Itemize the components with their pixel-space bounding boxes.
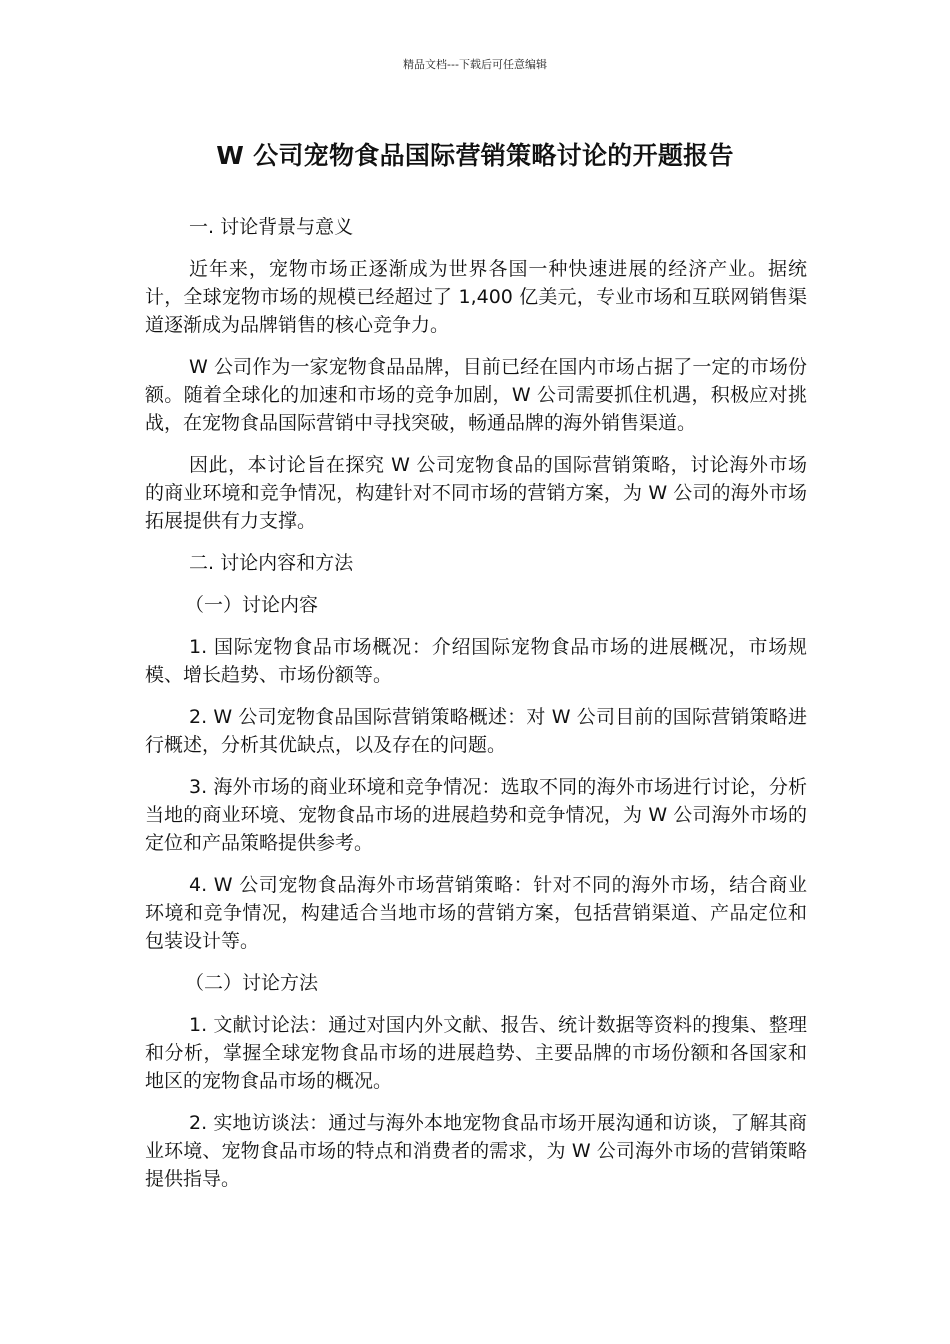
document-body [145,213,807,1207]
paragraph: W 公司作为一家宠物食品品牌，目前已经在国内市场占据了一定的市场份额。随着全球化的加速和市场的竞争加剧，W 公司需要抓住机遇，积极应对挑战，在宠物食品国际营销中寻找突破，畅通品牌的海外销售渠道。 [145,356,807,434]
list-item: 1. 文献讨论法：通过对国内外文献、报告、统计数据等资料的搜集、整理和分析，掌握全球宠物食品市场的进展趋势、主要品牌的市场份额和各国家和地区的宠物食品市场的概况。 [145,1014,807,1092]
paragraph: 因此，本讨论旨在探究 W 公司宠物食品的国际营销策略，讨论海外市场的商业环境和竞争情况，构建针对不同市场的营销方案，为 W 公司的海外市场拓展提供有力支撑。 [145,454,807,532]
list-item: 4. W 公司宠物食品海外市场营销策略：针对不同的海外市场，结合商业环境和竞争情况，构建适合当地市场的营销方案，包括营销渠道、产品定位和包装设计等。 [145,874,807,952]
document-title: W 公司宠物食品国际营销策略讨论的开题报告 [216,141,734,170]
paragraph: 近年来，宠物市场正逐渐成为世界各国一种快速进展的经济产业。据统计，全球宠物市场的规模已经超过了 1,400 亿美元，专业市场和互联网销售渠道逐渐成为品牌销售的核心竞争力。 [145,258,807,336]
subsection-heading-content: （一）讨论内容 [185,594,319,616]
subsection-heading-methods: （二）讨论方法 [185,972,319,994]
section-heading-content-methods: 二. 讨论内容和方法 [189,552,354,574]
section-heading-background: 一. 讨论背景与意义 [189,216,354,238]
page-header: 精品文档---下载后可任意编辑 [403,58,547,71]
list-item: 3. 海外市场的商业环境和竞争情况：选取不同的海外市场进行讨论，分析当地的商业环境、宠物食品市场的进展趋势和竞争情况，为 W 公司海外市场的定位和产品策略提供参考。 [145,776,807,854]
list-item: 1. 国际宠物食品市场概况：介绍国际宠物食品市场的进展概况，市场规模、增长趋势、市场份额等。 [145,636,807,686]
list-item: 2. W 公司宠物食品国际营销策略概述：对 W 公司目前的国际营销策略进行概述，分析其优缺点，以及存在的问题。 [145,706,807,756]
list-item: 2. 实地访谈法：通过与海外本地宠物食品市场开展沟通和访谈，了解其商业环境、宠物食品市场的特点和消费者的需求，为 W 公司海外市场的营销策略提供指导。 [145,1112,807,1190]
